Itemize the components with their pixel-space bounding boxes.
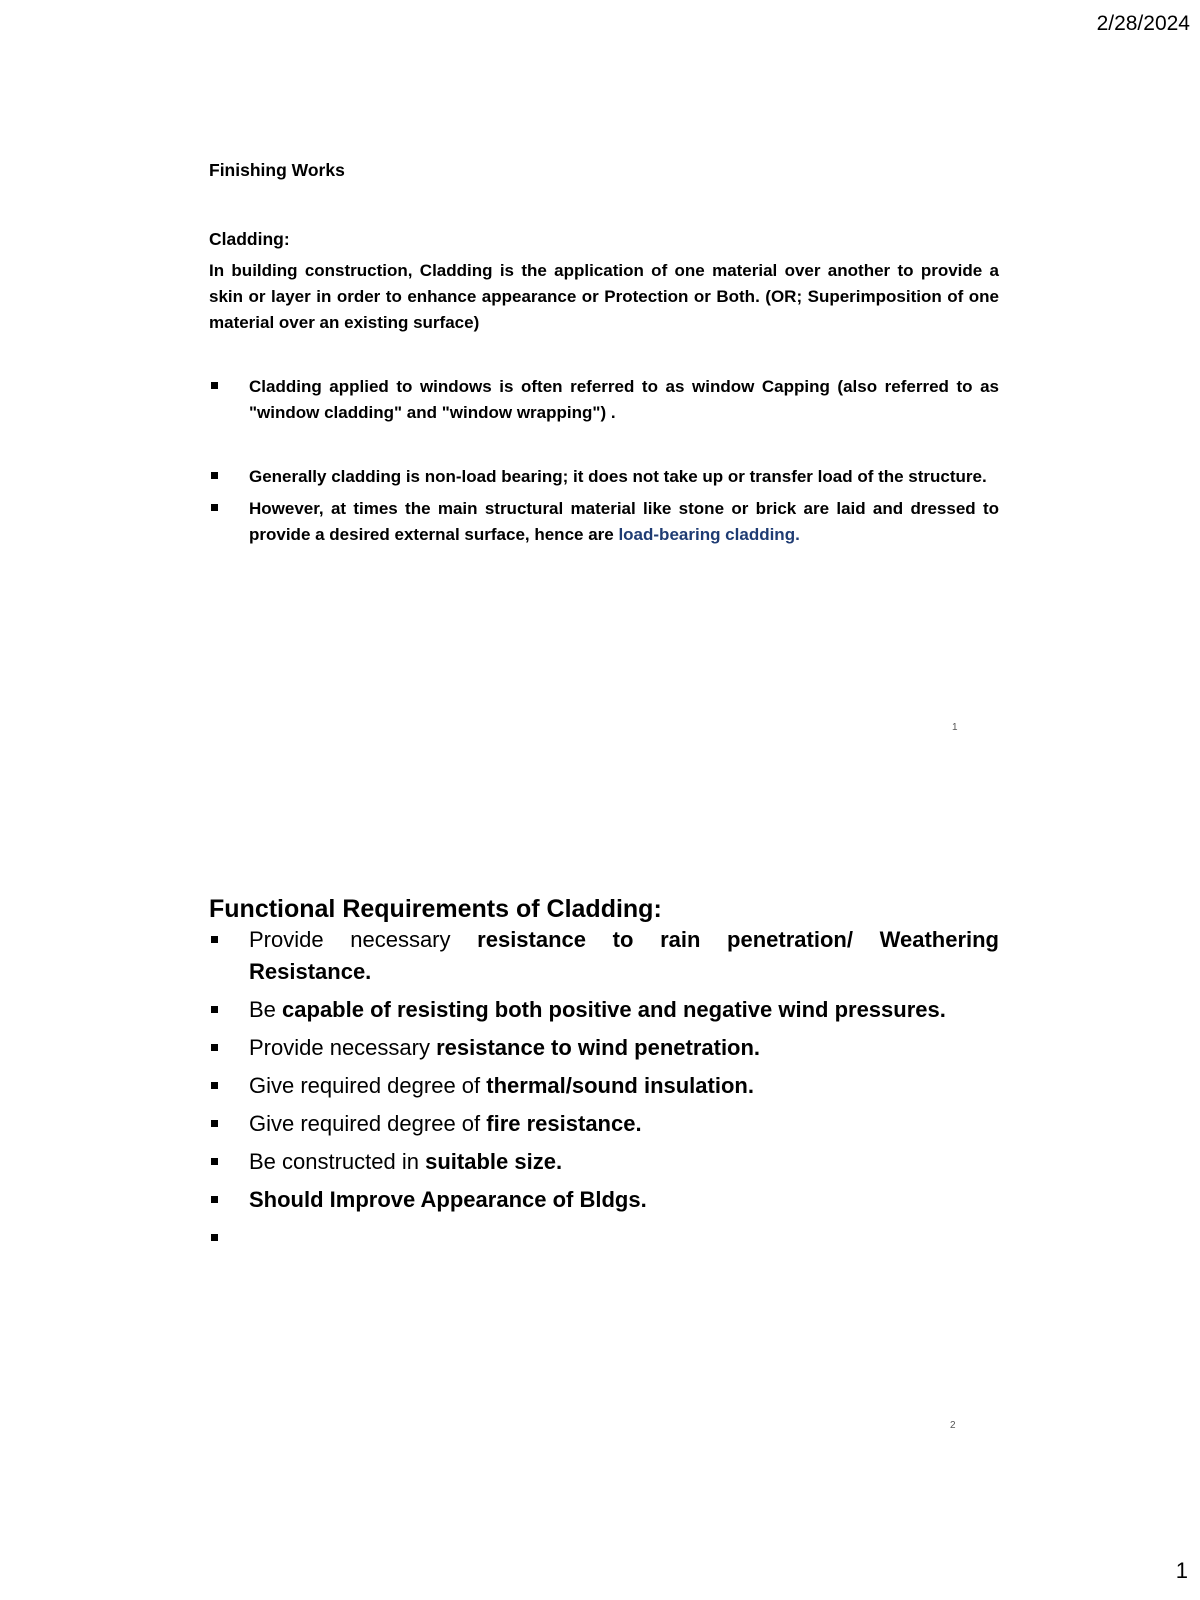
slide-1-number: 1 bbox=[952, 722, 958, 733]
square-bullet-icon bbox=[211, 1006, 218, 1013]
page-number: 1 bbox=[1175, 1558, 1188, 1583]
list-item-bold: suitable size. bbox=[425, 1149, 563, 1174]
list-item-prefix: Give required degree of bbox=[249, 1111, 487, 1136]
list-item bbox=[209, 1184, 999, 1216]
list-item bbox=[209, 1108, 999, 1140]
square-bullet-icon bbox=[211, 1196, 218, 1203]
list-item bbox=[209, 924, 999, 988]
square-bullet-icon bbox=[211, 1044, 218, 1051]
square-bullet-icon bbox=[211, 1234, 218, 1241]
square-bullet-icon bbox=[211, 504, 218, 511]
list-item-text: However, at times the main structural material like stone or brick are laid and dressed to provide a desired external surface, hence are bbox=[249, 499, 999, 544]
list-item-empty bbox=[209, 1222, 999, 1254]
page-date: 2/28/2024 bbox=[1096, 12, 1190, 35]
list-item-text: Generally cladding is non-load bearing; it does not take up or transfer load of the structure. bbox=[249, 467, 987, 486]
load-bearing-cladding-link[interactable]: load-bearing cladding bbox=[618, 525, 796, 544]
square-bullet-icon bbox=[211, 1120, 218, 1127]
square-bullet-icon bbox=[211, 1158, 218, 1165]
cladding-definition: In building construction, Cladding is the application of one material over another to provide a skin or layer in order to enhance appearance or Protection or Both. (OR; Superimposition of one material over an existing surface) bbox=[209, 261, 999, 332]
list-item bbox=[209, 496, 999, 548]
list-item-prefix: Be bbox=[249, 997, 283, 1022]
requirements-list bbox=[209, 924, 999, 1254]
list-item-bold: thermal/sound insulation. bbox=[486, 1073, 754, 1098]
list-item bbox=[209, 1070, 999, 1102]
square-bullet-icon bbox=[211, 382, 218, 389]
list-item bbox=[209, 1146, 999, 1178]
slide-1-subheading: Cladding: bbox=[209, 229, 290, 249]
list-item-prefix: Give required degree of bbox=[249, 1073, 487, 1098]
list-item-bold: resistance to rain penetration/ Weathering Resistance. bbox=[249, 927, 999, 984]
list-item-text: Cladding applied to windows is often referred to as window Capping (also referred to as "window cladding" and "window wrapping") . bbox=[249, 377, 999, 422]
list-item-prefix: Be constructed in bbox=[249, 1149, 426, 1174]
slide-2-title: Functional Requirements of Cladding: bbox=[209, 895, 662, 923]
list-item bbox=[209, 464, 999, 490]
list-item bbox=[209, 374, 999, 426]
list-item-bold: fire resistance. bbox=[486, 1111, 642, 1136]
list-item-prefix: Provide necessary bbox=[249, 1035, 437, 1060]
list-item-end: . bbox=[795, 525, 800, 544]
square-bullet-icon bbox=[211, 936, 218, 943]
slide-1-heading: Finishing Works bbox=[209, 160, 345, 180]
list-item-prefix: Provide necessary bbox=[249, 927, 478, 952]
square-bullet-icon bbox=[211, 1082, 218, 1089]
slide-2 bbox=[209, 895, 999, 1254]
list-item-bold: capable of resisting both positive and negative wind pressures. bbox=[282, 997, 946, 1022]
slide-1 bbox=[209, 160, 999, 548]
slide-2-number: 2 bbox=[950, 1420, 956, 1431]
cladding-bullet-list bbox=[209, 374, 999, 548]
square-bullet-icon bbox=[211, 472, 218, 479]
list-item bbox=[209, 994, 999, 1026]
list-item-bold: Should Improve Appearance of Bldgs. bbox=[249, 1187, 647, 1212]
list-item bbox=[209, 1032, 999, 1064]
list-item-bold: resistance to wind penetration. bbox=[436, 1035, 761, 1060]
